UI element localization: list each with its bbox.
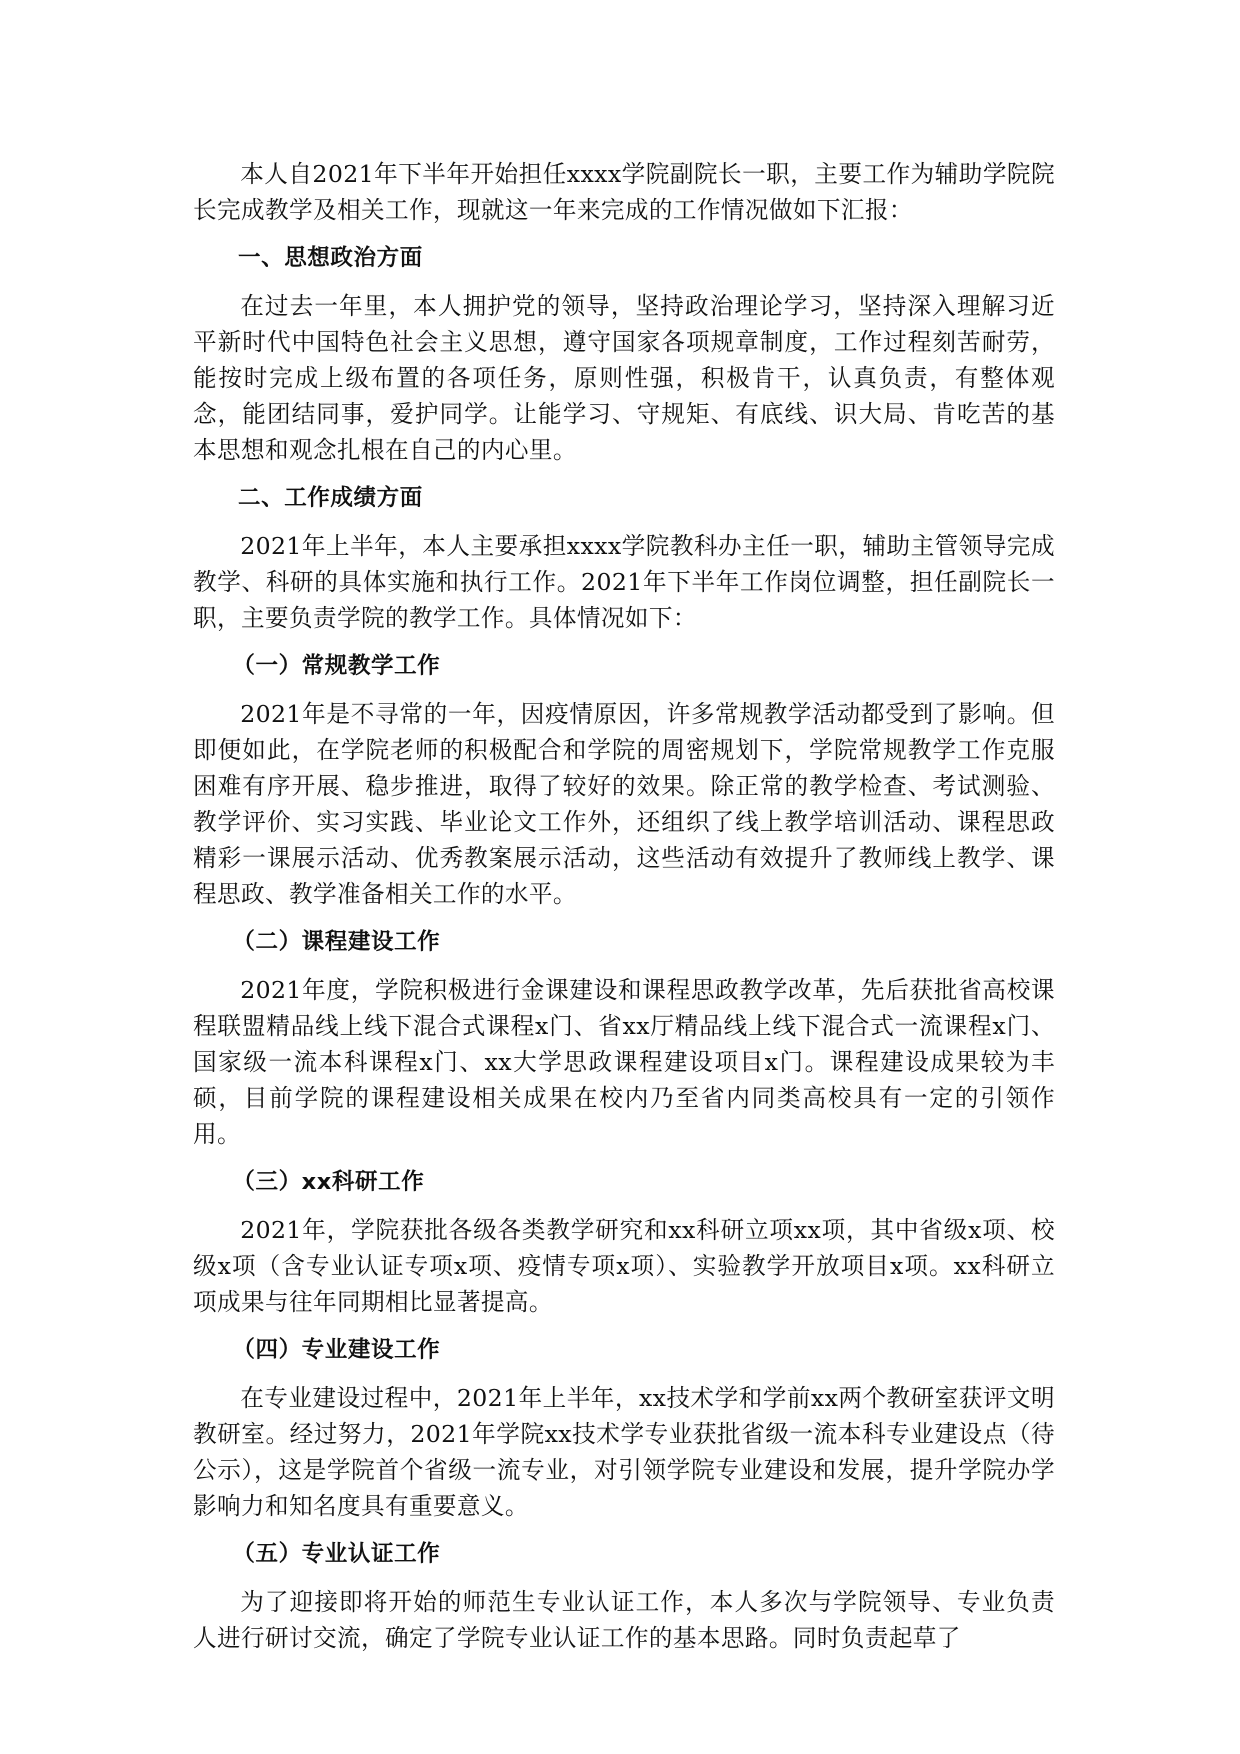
section-body-achievements: 2021年上半年，本人主要承担xxxx学院教科办主任一职，辅助主管领导完成教学、科研的具体实施和执行工作。2021年下半年工作岗位调整，担任副院长一职，主要负责学院的教学工作。具体情况如下： (193, 532, 1055, 632)
subsection-body-routine-teaching: 2021年是不寻常的一年，因疫情原因，许多常规教学活动都受到了影响。但即便如此，在学院老师的积极配合和学院的周密规划下，学院常规教学工作克服困难有序开展、稳步推进，取得了较好的效果。除正常的教学检查、考试测验、教学评价、实习实践、毕业论文工作外，还组织了线上教学培训活动、课程思政精彩一课展示活动、优秀教案展示活动，这些活动有效提升了教师线上教学、课程思政、教学准备相关工作的水平。 (193, 700, 1055, 908)
intro-paragraph: 本人自2021年下半年开始担任xxxx学院副院长一职，主要工作为辅助学院院长完成教学及相关工作，现就这一年来完成的工作情况做如下汇报： (193, 160, 1055, 224)
subsection-heading-routine-teaching: （一）常规教学工作 (232, 653, 441, 679)
subsection-body-major-building: 在专业建设过程中，2021年上半年，xx技术学和学前xx两个教研室获评文明教研室。经过努力，2021年学院xx技术学专业获批省级一流本科专业建设点（待公示），这是学院首个省级一流专业，对引领学院专业建设和发展，提升学院办学影响力和知名度具有重要意义。 (193, 1384, 1055, 1520)
subsection-body-research: 2021年，学院获批各级各类教学研究和xx科研立项xx项，其中省级x项、校级x项（含专业认证专项x项、疫情专项x项）、实验教学开放项目x项。xx科研立项成果与往年同期相比显著提高。 (193, 1216, 1055, 1316)
subsection-heading-course-building: （二）课程建设工作 (232, 929, 441, 955)
section-heading-ideology: 一、思想政治方面 (238, 245, 423, 271)
document-body (193, 156, 1055, 1668)
subsection-heading-major-building: （四）专业建设工作 (232, 1337, 441, 1363)
section-body-ideology: 在过去一年里，本人拥护党的领导，坚持政治理论学习，坚持深入理解习近平新时代中国特色社会主义思想，遵守国家各项规章制度，工作过程刻苦耐劳，能按时完成上级布置的各项任务，原则性强，积极肯干，认真负责，有整体观念，能团结同事，爱护同学。让能学习、守规矩、有底线、识大局、肯吃苦的基本思想和观念扎根在自己的内心里。 (193, 292, 1055, 464)
section-heading-achievements: 二、工作成绩方面 (238, 485, 423, 511)
subsection-body-course-building: 2021年度，学院积极进行金课建设和课程思政教学改革，先后获批省高校课程联盟精品线上线下混合式课程x门、省xx厅精品线上线下混合式一流课程x门、国家级一流本科课程x门、xx大学思政课程建设项目x门。课程建设成果较为丰硕，目前学院的课程建设相关成果在校内乃至省内同类高校具有一定的引领作用。 (193, 976, 1055, 1148)
subsection-body-certification: 为了迎接即将开始的师范生专业认证工作，本人多次与学院领导、专业负责人进行研讨交流，确定了学院专业认证工作的基本思路。同时负责起草了 (193, 1588, 1055, 1652)
subsection-heading-certification: （五）专业认证工作 (232, 1541, 441, 1567)
subsection-heading-research: （三）xx科研工作 (232, 1169, 425, 1195)
